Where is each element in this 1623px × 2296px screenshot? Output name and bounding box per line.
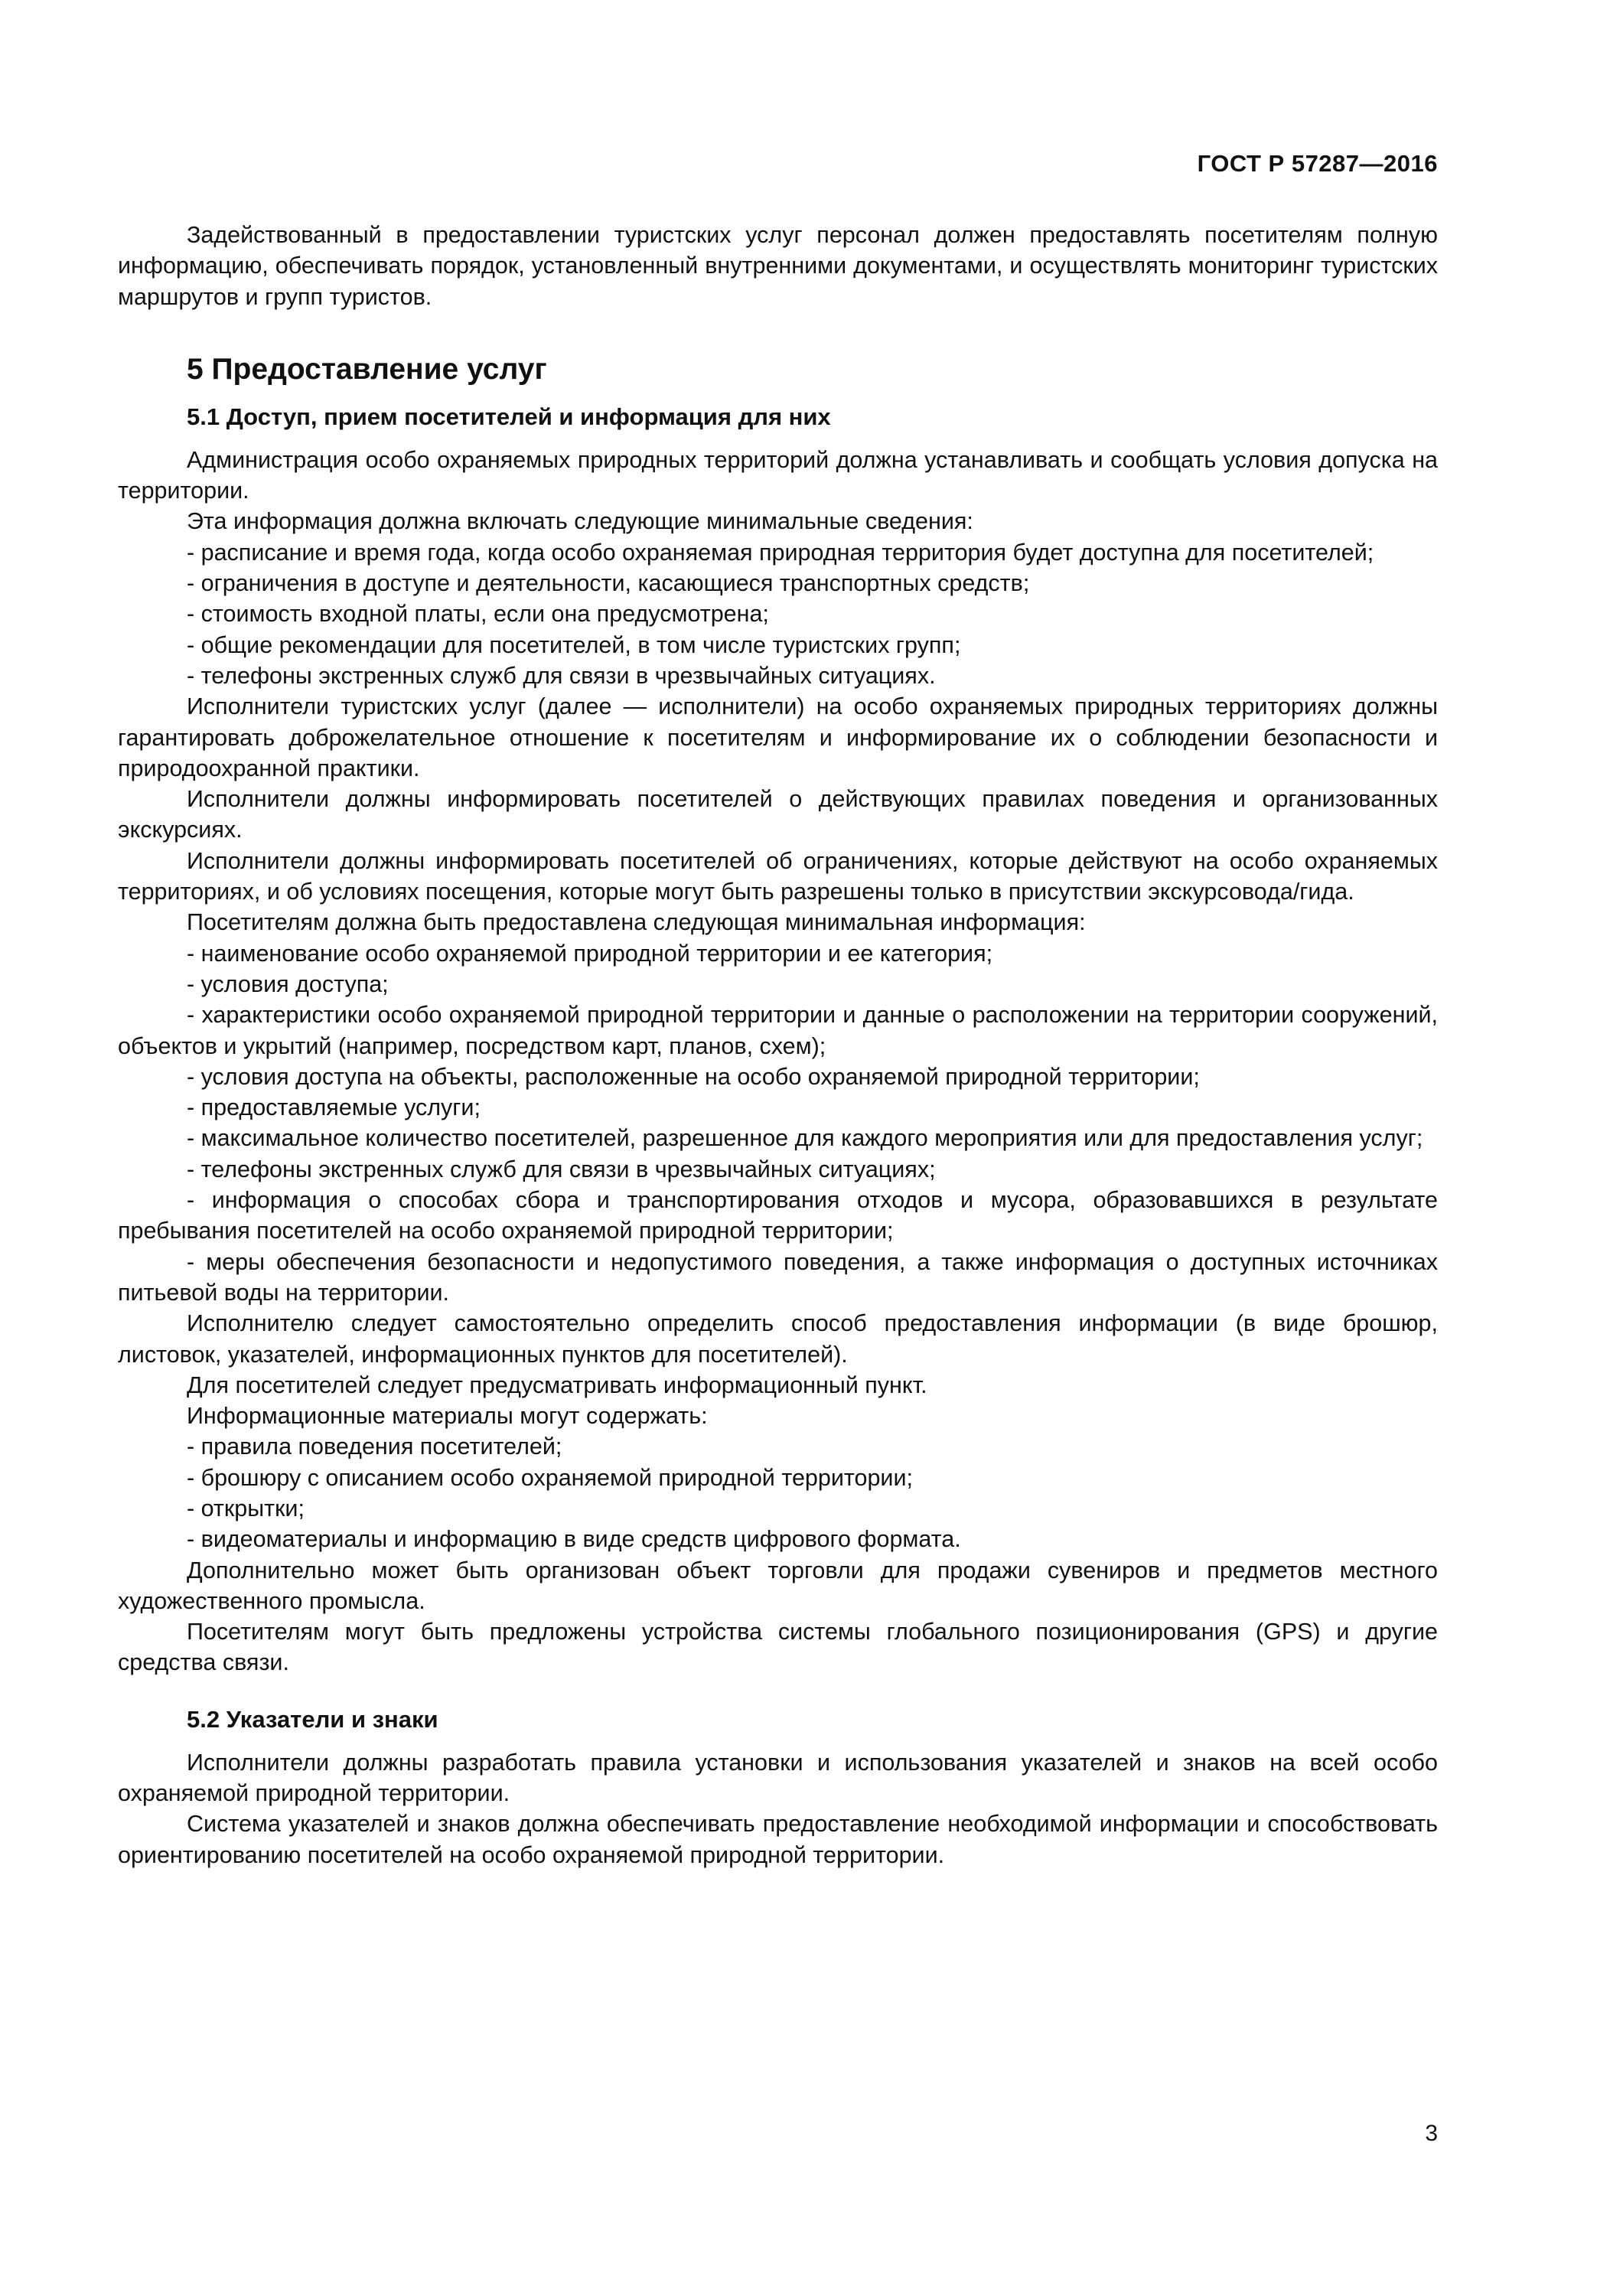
paragraph: - видеоматериалы и информацию в виде средств цифрового формата. [187,1526,961,1553]
paragraph: Эта информация должна включать следующие минимальные сведения: [187,508,973,535]
paragraph: Посетителям должна быть предоставлена следующая минимальная информация: [187,909,1086,936]
section-5-1-body [118,445,1438,1678]
paragraph: - ограничения в доступе и деятельности, касающиеся транспортных средств; [187,570,1030,597]
page-number: 3 [1425,2121,1438,2146]
paragraph: Администрация особо охраняемых природных территорий должна устанавливать и сообщать условия допуска на территории. [118,446,1438,504]
section-5-2-title: 5.2 Указатели и знаки [187,1705,438,1733]
paragraph: Исполнители туристских услуг (далее — исполнители) на особо охраняемых природных территориях должны гарантировать доброжелательное отношение к посетителям и информирование их о соблюдении безопасности и природоохранной практики. [118,693,1438,781]
paragraph: Посетителям могут быть предложены устройства системы глобального позиционирования (GPS) и другие средства связи. [118,1619,1438,1676]
paragraph: Исполнителю следует самостоятельно определить способ предоставления информации (в виде брошюр, листовок, указателей, информационных пунктов для посетителей). [118,1310,1438,1368]
paragraph: - расписание и время года, когда особо охраняемая природная территория будет доступна для посетителей; [187,539,1374,566]
paragraph: Дополнительно может быть организован объект торговли для продажи сувениров и предметов местного художественного промысла. [118,1557,1438,1614]
paragraph: Исполнители должны информировать посетителей об ограничениях, которые действуют на особо охраняемых территориях, и об условиях посещения, которые могут быть разрешены только в присутствии экскурсовода/гида. [118,847,1438,905]
intro-paragraph: Задействованный в предоставлении туристских услуг персонал должен предоставлять посетителям полную информацию, обеспечивать порядок, установленный внутренними документами, и осуществлять мониторинг туристских маршрутов и групп туристов. [118,222,1438,310]
section-5-2-body [118,1747,1438,1870]
paragraph: - наименование особо охраняемой природной территории и ее категория; [187,940,993,967]
paragraph: - телефоны экстренных служб для связи в чрезвычайных ситуациях. [187,662,936,689]
document-code: ГОСТ Р 57287—2016 [1197,150,1438,177]
paragraph: - открытки; [187,1495,305,1521]
section-5-1-title: 5.1 Доступ, прием посетителей и информация для них [187,403,831,430]
paragraph: - брошюру с описанием особо охраняемой природной территории; [187,1464,913,1491]
paragraph: - характеристики особо охраняемой природной территории и данные о расположении на территории сооружений, объектов и укрытий (например, посредством карт, планов, схем); [118,1002,1438,1059]
paragraph: - условия доступа; [187,970,389,997]
paragraph: Исполнители должны информировать посетителей о действующих правилах поведения и организованных экскурсиях. [118,786,1438,843]
paragraph: - общие рекомендации для посетителей, в том числе туристских групп; [187,631,961,658]
paragraph: - предоставляемые услуги; [187,1094,481,1121]
paragraph: - максимальное количество посетителей, разрешенное для каждого мероприятия или для предоставления услуг; [187,1125,1423,1152]
paragraph: - телефоны экстренных служб для связи в чрезвычайных ситуациях; [187,1156,936,1182]
paragraph: Информационные материалы могут содержать: [187,1403,708,1430]
paragraph: - меры обеспечения безопасности и недопустимого поведения, а также информация о доступных источниках питьевой воды на территории. [118,1248,1438,1306]
paragraph: - условия доступа на объекты, расположенные на особо охраняемой природной территории; [187,1063,1200,1090]
page-content [118,220,1438,1870]
paragraph: Система указателей и знаков должна обеспечивать предоставление необходимой информации и способствовать ориентированию посетителей на особо охраняемой природной территории. [118,1811,1438,1868]
paragraph: - правила поведения посетителей; [187,1433,562,1460]
section-5-title: 5 Предоставление услуг [187,352,547,386]
paragraph: - информация о способах сбора и транспортирования отходов и мусора, образовавшихся в результате пребывания посетителей на особо охраняемой природной территории; [118,1187,1438,1244]
paragraph: Для посетителей следует предусматривать информационный пункт. [187,1371,927,1398]
paragraph: - стоимость входной платы, если она предусмотрена; [187,601,769,628]
paragraph: Исполнители должны разработать правила установки и использования указателей и знаков на всей особо охраняемой природной территории. [118,1749,1438,1807]
